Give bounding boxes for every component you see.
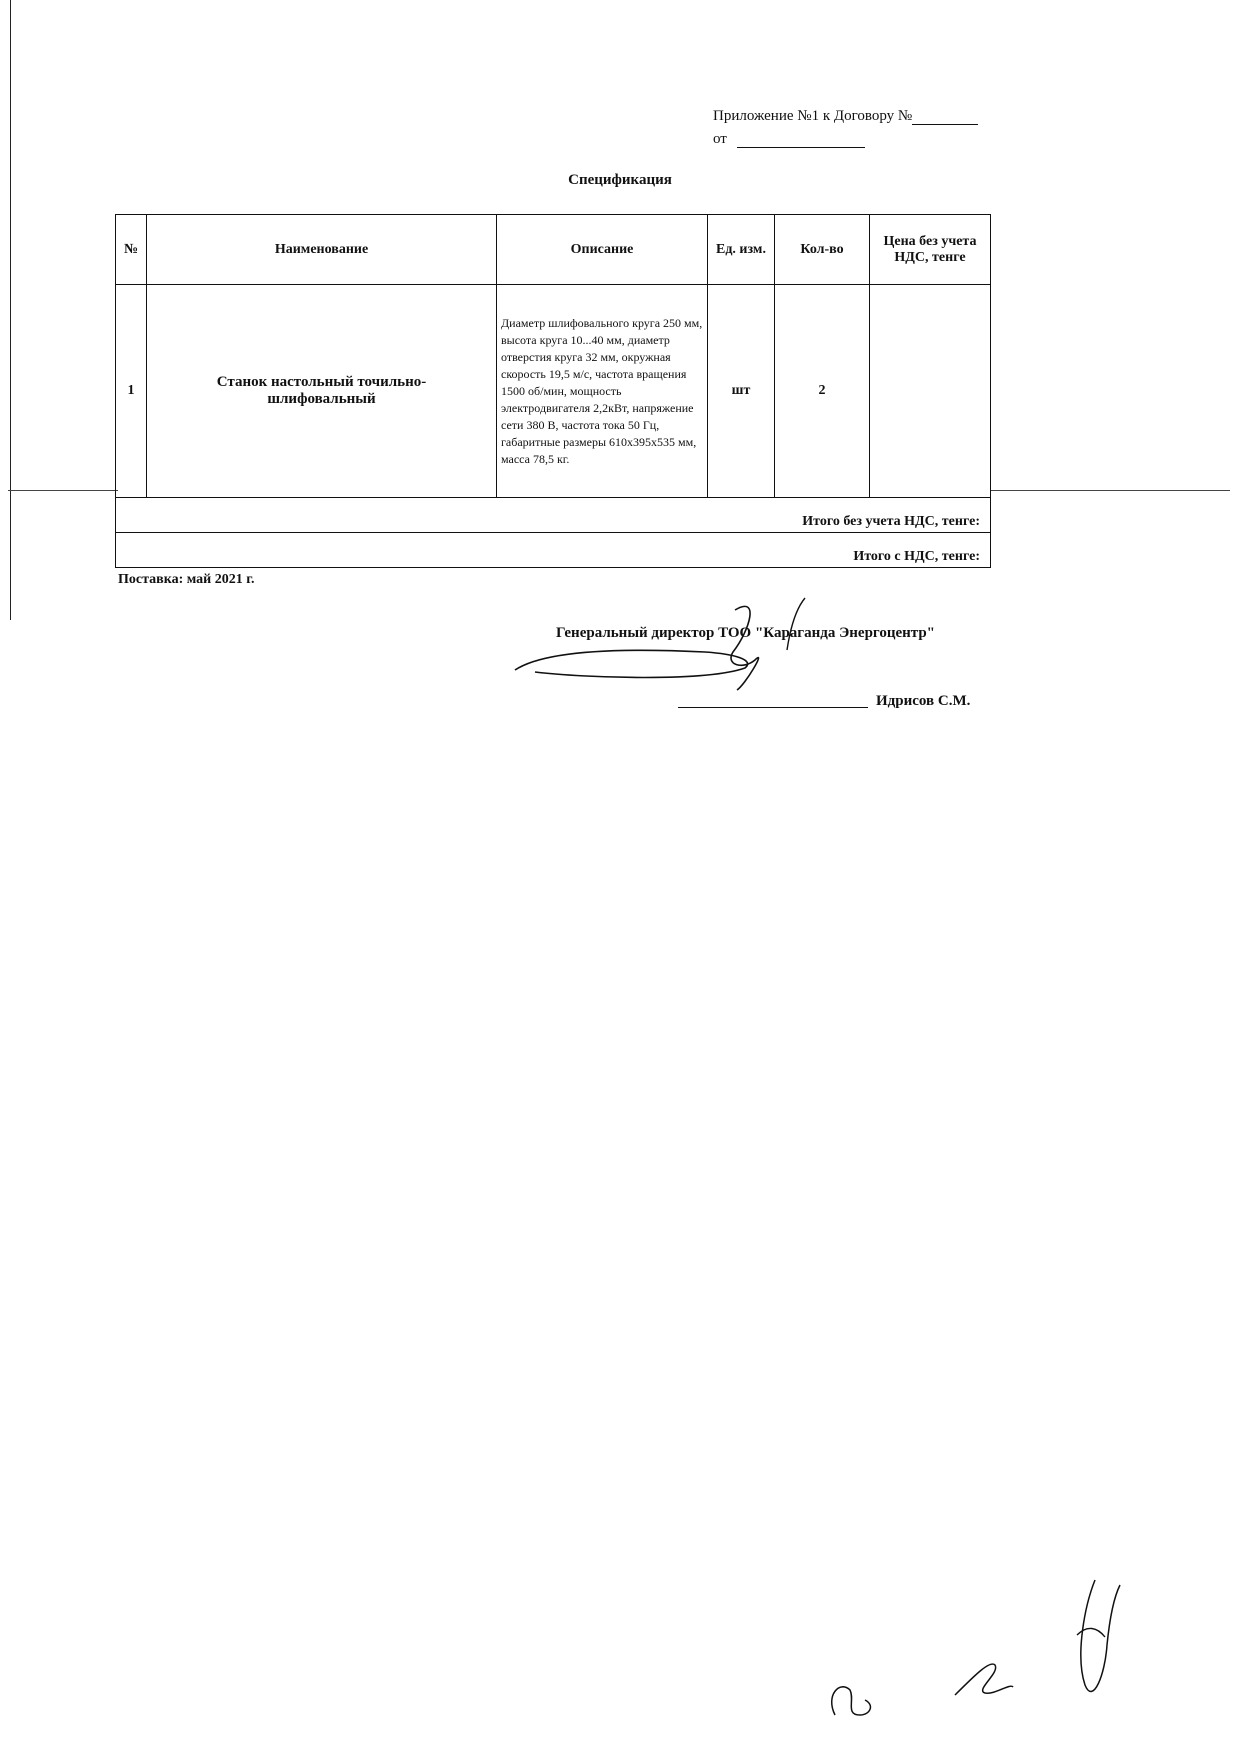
signature-line	[678, 707, 868, 708]
table-row	[116, 285, 991, 498]
col-header-description: Описание	[497, 215, 708, 285]
cell-unit: шт	[708, 285, 775, 498]
total-with-vat-label: Итого с НДС, тенге:	[116, 533, 991, 568]
date-line	[713, 131, 865, 148]
cell-price	[870, 285, 991, 498]
appendix-label: Приложение №1 к Договору №	[713, 108, 913, 124]
col-header-unit: Ед. изм.	[708, 215, 775, 285]
cell-qty: 2	[775, 285, 870, 498]
appendix-header	[713, 108, 978, 125]
table-header-row	[116, 215, 991, 285]
specification-table	[115, 214, 991, 568]
signer-name: Идрисов С.М.	[876, 693, 971, 709]
date-prefix: от	[713, 131, 727, 147]
scan-line-right	[990, 490, 1230, 491]
initials-signatures	[815, 1565, 1135, 1735]
col-header-price: Цена без учета НДС, тенге	[870, 215, 991, 285]
cell-description: Диаметр шлифовального круга 250 мм, высота круга 10...40 мм, диаметр отверстия круга 32 мм, окружная скорость 19,5 м/с, частота вращения 1500 об/мин, мощность электродвигателя 2,2кВт, напряжение сети 380 В, частота тока 50 Гц, габаритные размеры 610х395х535 мм, масса 78,5 кг.	[497, 285, 708, 498]
col-header-number: №	[116, 215, 147, 285]
col-header-qty: Кол-во	[775, 215, 870, 285]
director-title: Генеральный директор ТОО "Караганда Энергоцентр"	[556, 625, 936, 641]
page-margin-line	[10, 0, 11, 620]
date-blank	[737, 133, 865, 148]
scan-line-left	[8, 490, 118, 491]
total-without-vat-row	[116, 498, 991, 533]
total-without-vat-label: Итого без учета НДС, тенге:	[116, 498, 991, 533]
col-header-name: Наименование	[147, 215, 497, 285]
delivery-note: Поставка: май 2021 г.	[118, 572, 255, 587]
contract-number-blank	[912, 110, 978, 125]
total-with-vat-row	[116, 533, 991, 568]
cell-name: Станок настольный точильно-шлифовальный	[147, 285, 497, 498]
document-title: Спецификация	[568, 172, 672, 188]
director-signature	[505, 590, 825, 700]
cell-number: 1	[116, 285, 147, 498]
